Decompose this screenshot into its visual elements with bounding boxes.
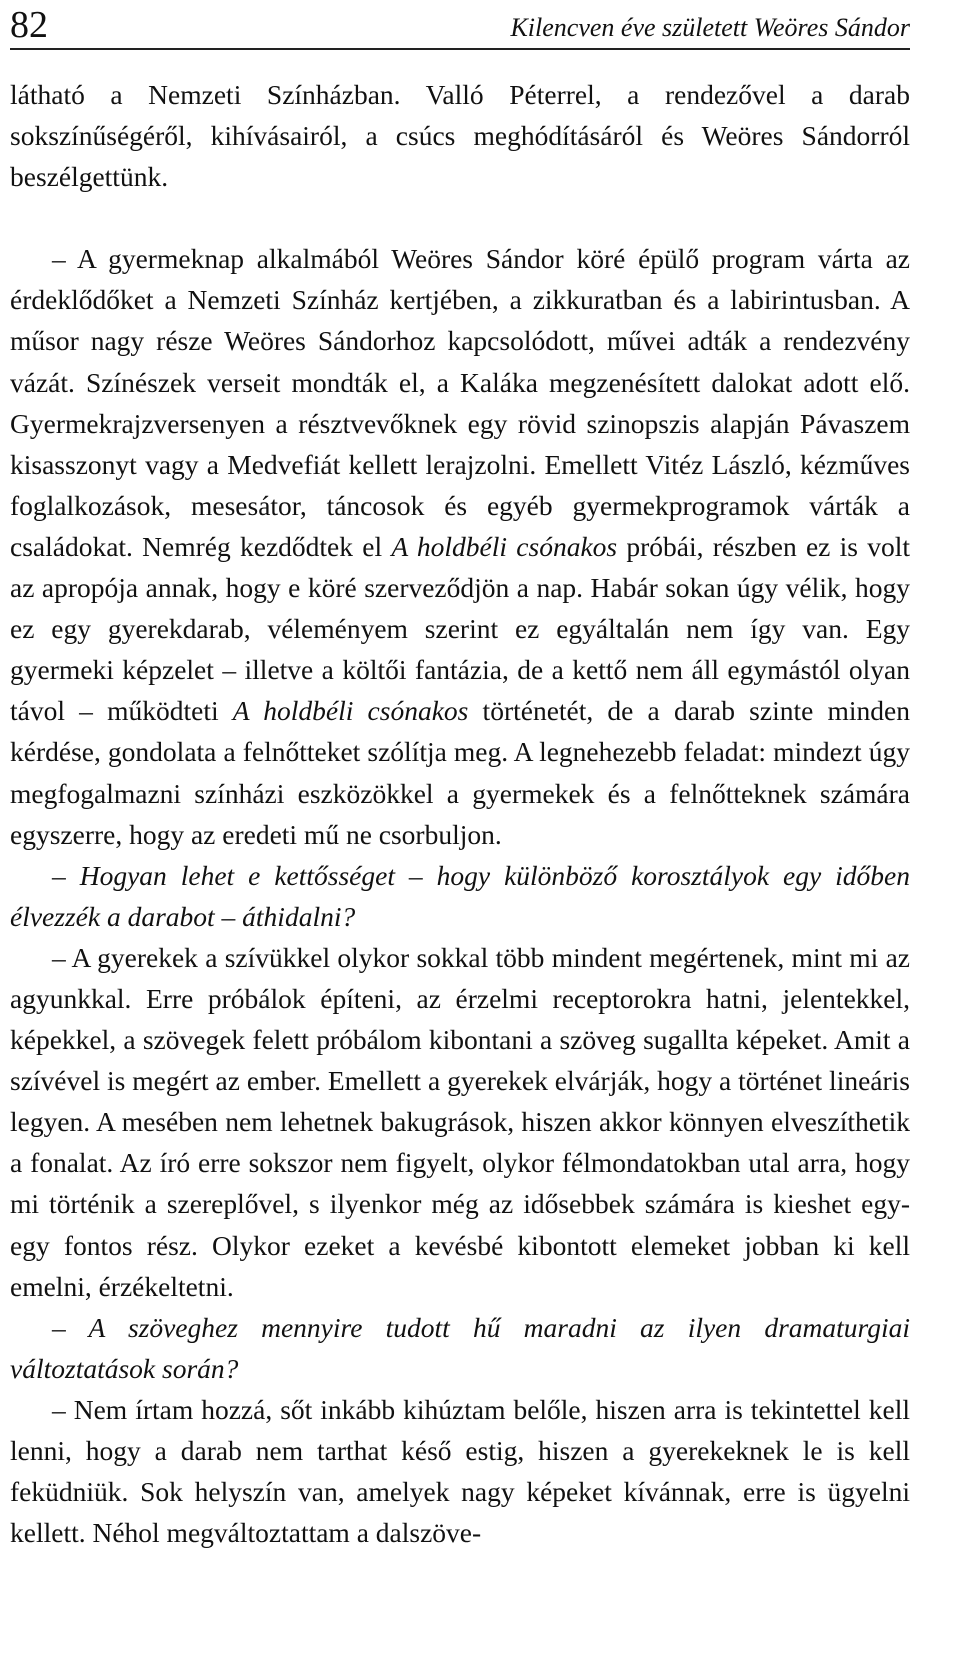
paragraph-intro: látható a Nemzeti Színházban. Valló Péterrel, a rendezővel a darab sokszínűségéről, kihívásairól, a csúcs meghódításáról és Weöres Sándorról beszélgettünk. xyxy=(10,79,910,193)
paragraph-answer-2: – A gyerekek a szívükkel olykor sokkal több mindent megértenek, mint mi az agyunkkal. Erre próbálok építeni, az érzelmi receptorokra hatni, jelentekkel, képekkel, a szövegek felett próbálom kibontani a szöveg sugallta képeket. Amit a szívével is megért az ember. Emellett a gyerekek elvárják, hogy a történet lineáris legyen. A mesében nem lehetnek bakugrások, hiszen akkor könnyen elveszíthetik a fonalat. Az író erre sokszor nem figyelt, olykor félmondatokban utal arra, hogy mi történik a szereplővel, s ilyenkor még az idősebbek számára is kieshet egy-egy fontos rész. Olykor ezeket a kevésbé kibontott elemeket jobban ki kell emelni, érzékeltetni. xyxy=(10,941,910,1302)
body-text xyxy=(10,74,910,1553)
answer-1-part-b: próbái, részben ez is volt az apropója annak, hogy e köré szerveződjön a nap. Habár sokan úgy vélik, hogy ez egy gyerekdarab, véleményem szerint ez egyáltalán nem így van. Egy gyermeki képzelet – illetve a költői fantázia, de a kettő nem áll egymástól olyan távol – működteti xyxy=(10,530,910,727)
page-number: 82 xyxy=(10,4,48,46)
work-title: A holdbéli csónakos xyxy=(232,695,469,727)
work-title: A holdbéli csónakos xyxy=(391,530,618,562)
page-header xyxy=(10,0,910,50)
answer-1-part-c: történetét, de a darab szinte minden kérdése, gondolata a felnőtteket szólítja meg. A legnehezebb feladat: mindezt úgy megfogalmazni színházi eszközökkel a gyermekek és a felnőtteknek számára egyszerre, hogy az eredeti mű ne csorbuljon. xyxy=(10,695,910,850)
answer-1-part-a: – A gyermeknap alkalmából Weöres Sándor köré épülő program várta az érdeklődőket a Nemzeti Színház kertjében, a zikkuratban és a labirintusban. A műsor nagy része Weöres Sándorhoz kapcsolódott, művei adták a rendezvény vázát. Színészek verseit mondták el, a Kaláka megzenésített dalokat adott elő. Gyermekrajzversenyen a résztvevőknek egy rövid szinopszis alapján Pávaszem kisasszonyt vagy a Medvefiát kellett lerajzolni. Emellett Vitéz László, kézműves foglalkozások, mesesátor, táncosok és egyéb gyermekprogramok várták a családokat. Nemrég kezdődtek el xyxy=(10,243,910,562)
question-1: – Hogyan lehet e kettősséget – hogy különböző korosztályok egy időben élvezzék a darabot – áthidalni? xyxy=(10,859,910,932)
header-rule xyxy=(10,48,910,50)
question-2: – A szöveghez mennyire tudott hű maradni az ilyen dramaturgiai változtatások során? xyxy=(10,1311,910,1384)
running-head: Kilencven éve született Weöres Sándor xyxy=(510,13,910,42)
paragraph-answer-3: – Nem írtam hozzá, sőt inkább kihúztam belőle, hiszen arra is tekintettel kell lenni, hogy a darab nem tarthat késő estig, hiszen a gyerekeknek le is kell feküdniük. Sok helyszín van, amelyek nagy képeket kívánnak, erre is ügyelni kellett. Néhol megváltoztattam a dalszöve- xyxy=(10,1393,910,1549)
paragraph-answer-1 xyxy=(10,238,910,854)
